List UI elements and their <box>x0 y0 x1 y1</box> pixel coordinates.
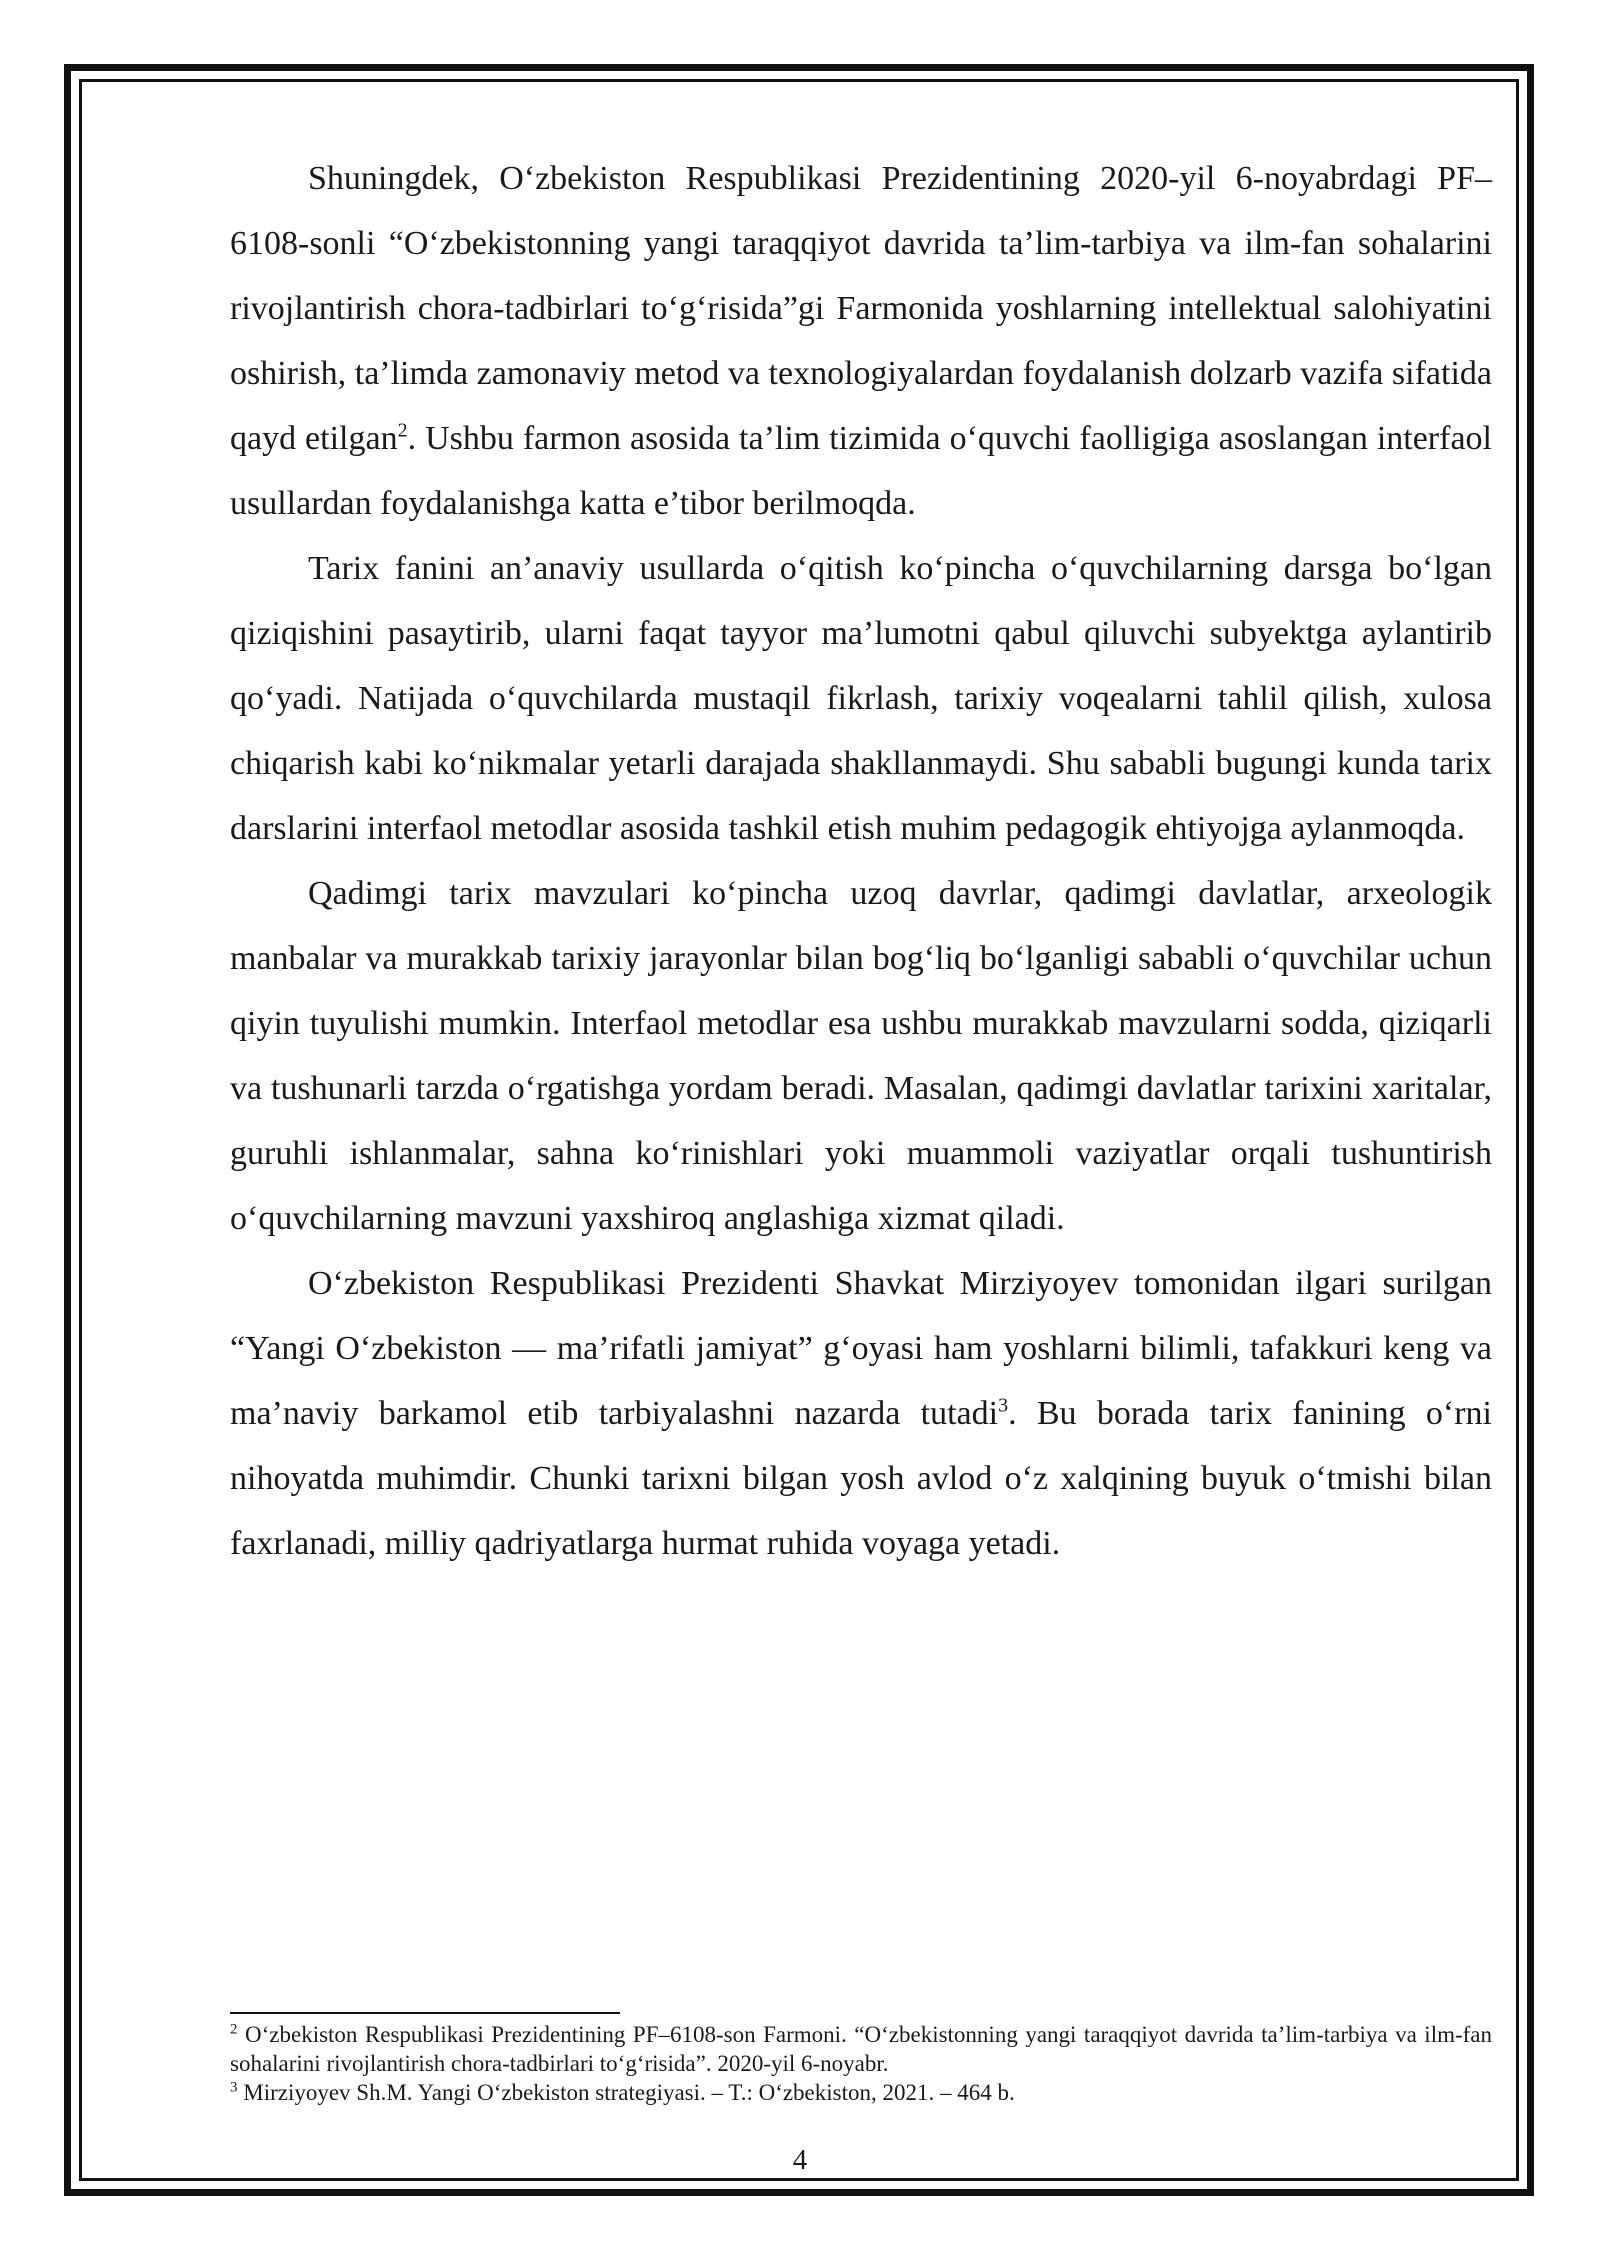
page-number: 4 <box>792 2144 808 2176</box>
paragraph-4: O‘zbekiston Respublikasi Prezidenti Shavkat Mirziyoyev tomonidan ilgari surilgan “Yangi O‘zbekiston — ma’rifatli jamiyat” g‘oyasi ham yoshlarni bilimli, tafakkuri keng va ma’naviy barkamol etib tarbiyalashni nazarda tutadi$^3$. Bu borada tarix fanining o‘rni nihoyatda muhimdir. Chunki tarixni bilgan yosh avlod o‘z xalqining buyuk o‘tmishi bilan faxrlanadi, milliy qadriyatlarga hurmat ruhida voyaga yetadi. <box>230 1265 1492 1562</box>
body-text <box>230 146 1492 1576</box>
footnote-separator <box>230 2012 620 2014</box>
footnote-ref-2[interactable]: 2 <box>397 419 408 442</box>
footnote-ref-3[interactable]: 3 <box>998 1394 1009 1417</box>
footnote-text: O‘zbekiston Respublikasi Prezidentining PF–6108-son Farmoni. “O‘zbekistonning yangi taraqqiyot davrida ta’lim-tarbiya va ilm-fan sohalarini rivojlantirish chora-tadbirlari to‘g‘risida”. 2020-yil 6-noyabr. <box>230 2022 1493 2076</box>
footnote-2 <box>230 2020 1492 2078</box>
footnotes <box>230 2020 1492 2107</box>
paragraph-2: Tarix fanini an’anaviy usullarda o‘qitish ko‘pincha o‘quvchilarning darsga bo‘lgan qiziqishini pasaytirib, ularni faqat tayyor ma’lumotni qabul qiluvchi subyektga aylantirib qo‘yadi. Natijada o‘quvchilarda mustaqil fikrlash, tarixiy voqealarni tahlil qilish, xulosa chiqarish kabi ko‘nikmalar yetarli darajada shakllanmaydi. Shu sababli bugungi kunda tarix darslarini interfaol metodlar asosida tashkil etish muhim pedagogik ehtiyojga aylanmoqda. <box>230 550 1492 847</box>
footnote-3 <box>230 2078 1492 2107</box>
footnote-text: Mirziyoyev Sh.M. Yangi O‘zbekiston strategiyasi. – T.: O‘zbekiston, 2021. – 464 b. <box>243 2080 1015 2105</box>
footnote-number: 3 <box>230 2079 238 2096</box>
paragraph-3: Qadimgi tarix mavzulari ko‘pincha uzoq davrlar, qadimgi davlatlar, arxeologik manbalar va murakkab tarixiy jarayonlar bilan bog‘liq bo‘lganligi sababli o‘quvchilar uchun qiyin tuyulishi mumkin. Interfaol metodlar esa ushbu murakkab mavzularni sodda, qiziqarli va tushunarli tarzda o‘rgatishga yordam beradi. Masalan, qadimgi davlatlar tarixini xaritalar, guruhli ishlanmalar, sahna ko‘rinishlari yoki muammoli vaziyatlar orqali tushuntirish o‘quvchilarning mavzuni yaxshiroq anglashiga xizmat qiladi. <box>230 875 1492 1237</box>
footnote-number: 2 <box>230 2021 238 2038</box>
paragraph-1: Shuningdek, O‘zbekiston Respublikasi Prezidentining 2020-yil 6-noyabrdagi PF–6108-sonli “O‘zbekistonning yangi taraqqiyot davrida ta’lim-tarbiya va ilm-fan sohalarini rivojlantirish chora-tadbirlari to‘g‘risida”gi Farmonida yoshlarning intellektual salohiyatini oshirish, ta’limda zamonaviy metod va texnologiyalardan foydalanish dolzarb vazifa sifatida qayd etilgan$^2$. Ushbu farmon asosida ta’lim tizimida o‘quvchi faolligiga asoslangan interfaol usullardan foydalanishga katta e’tibor berilmoqda. <box>230 160 1492 522</box>
